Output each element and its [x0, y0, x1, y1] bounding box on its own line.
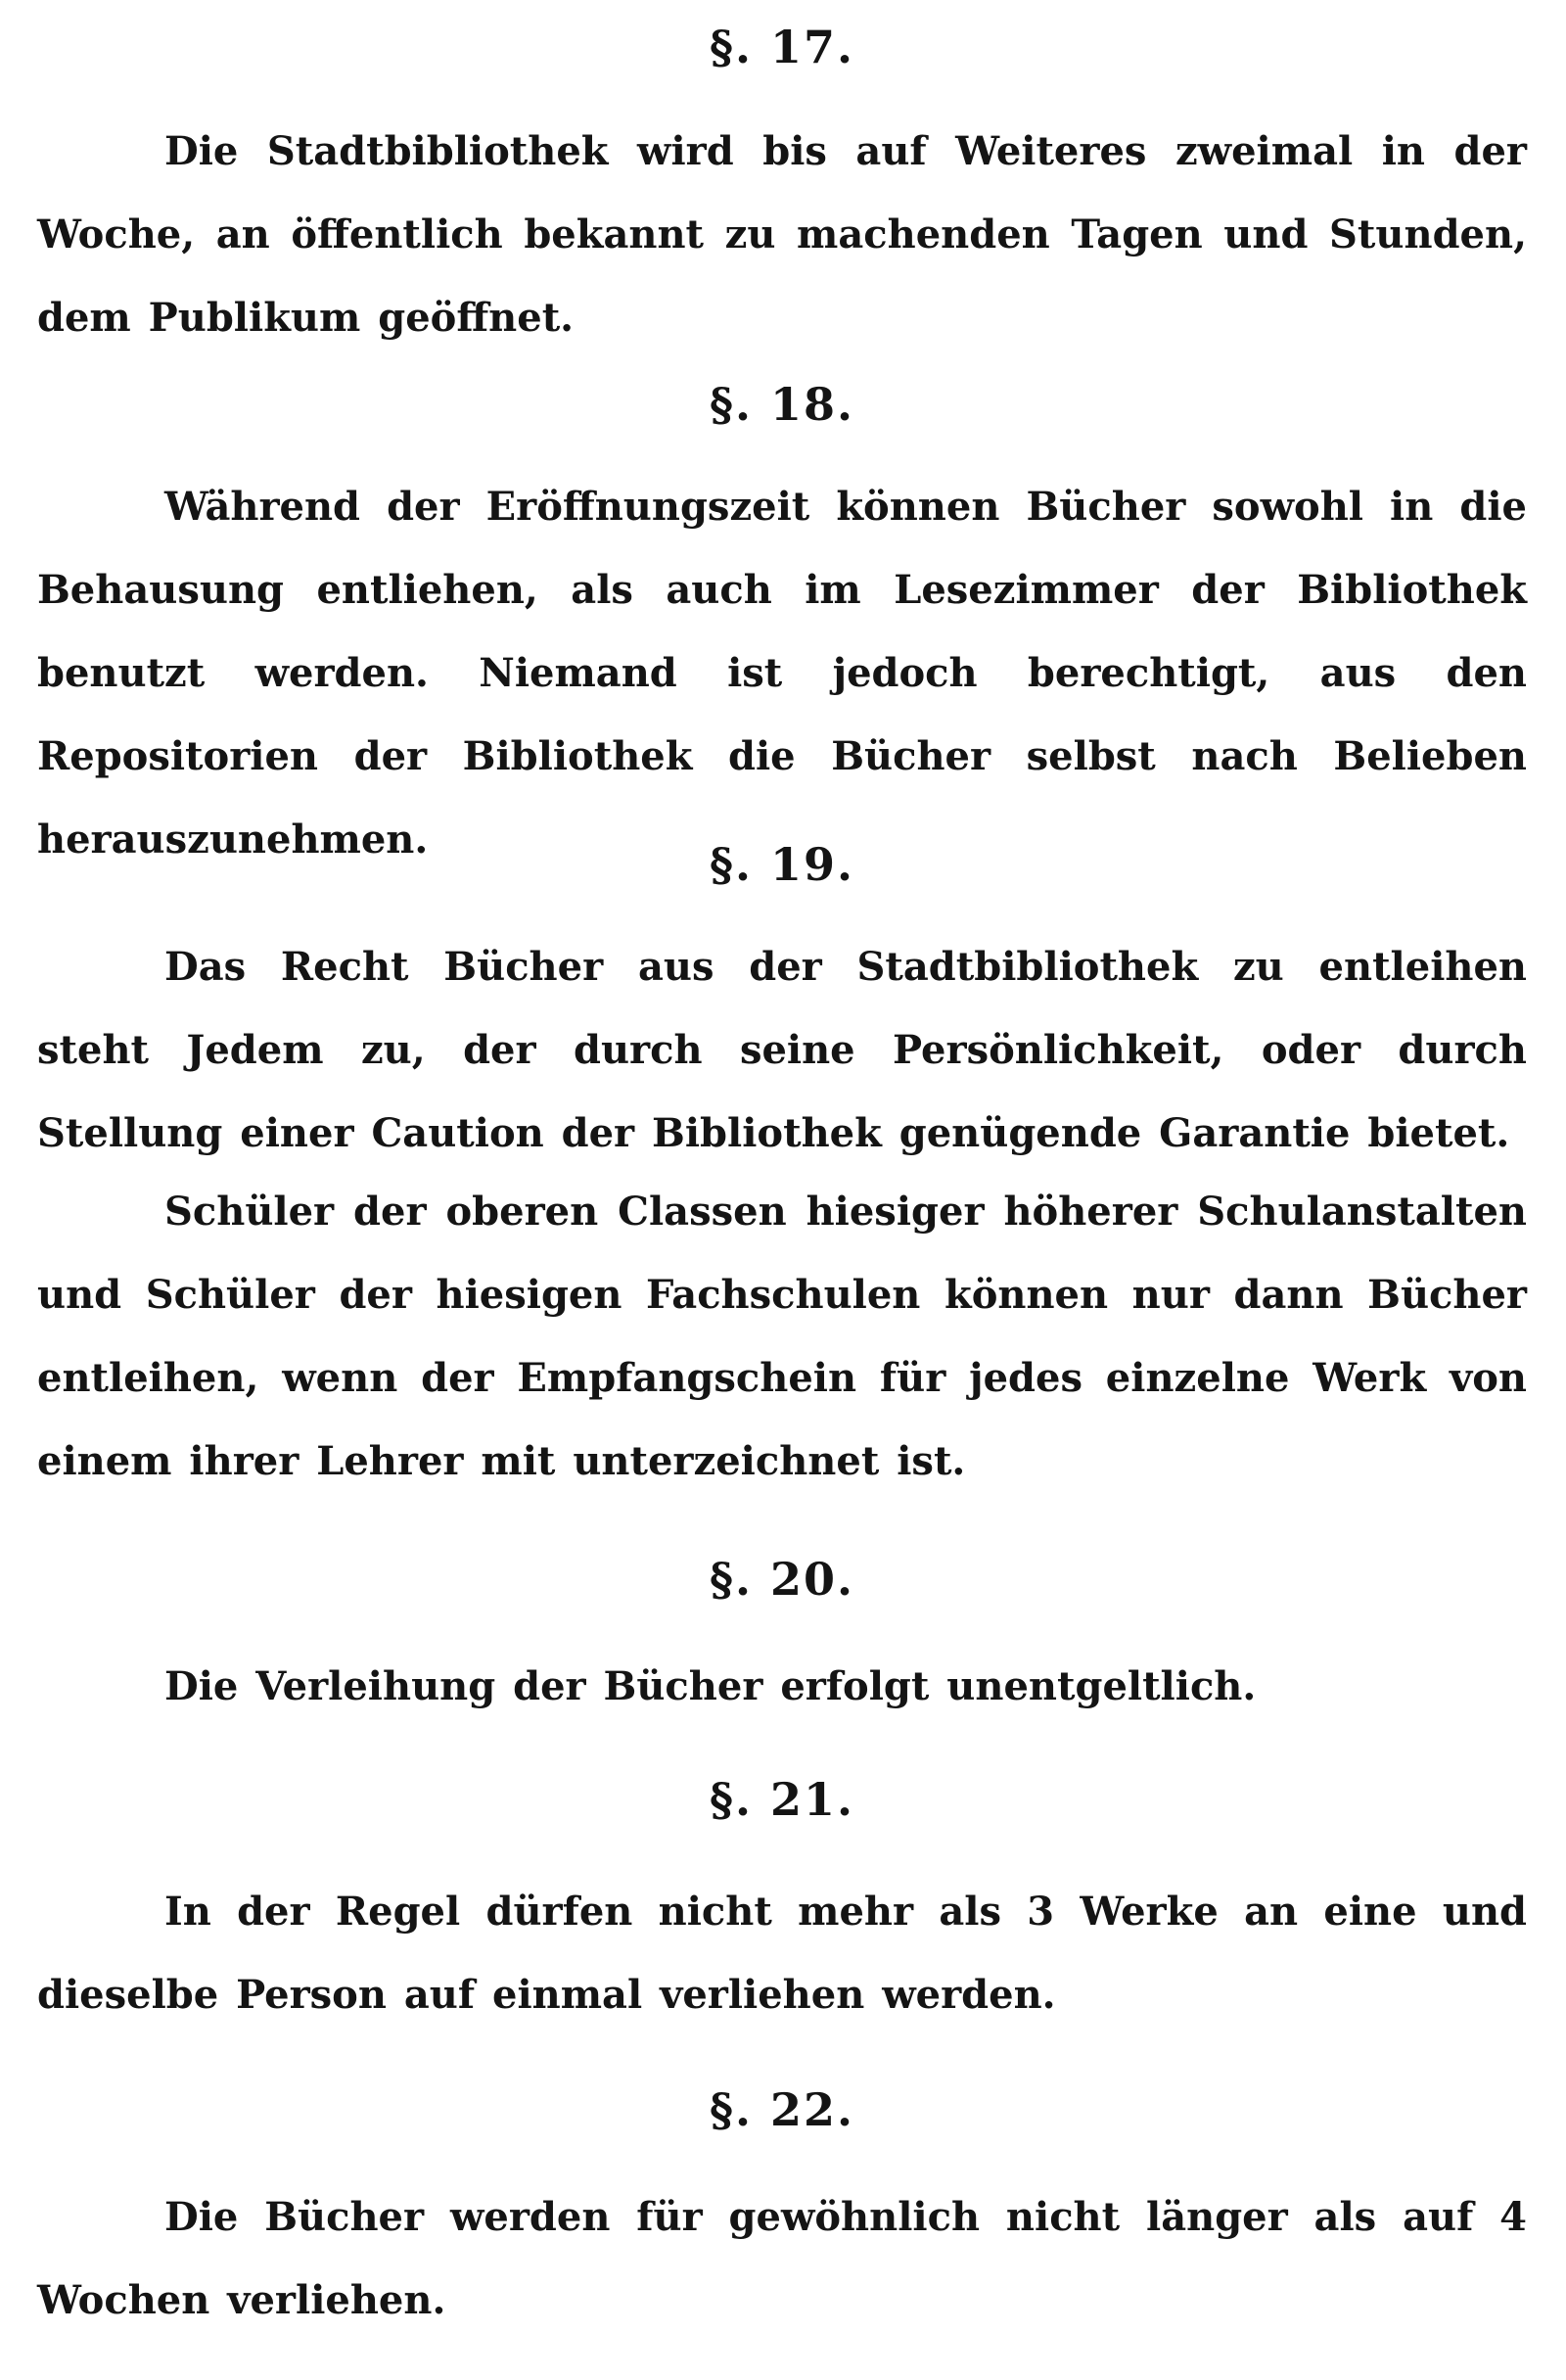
paragraph-19-2: Schüler der oberen Classen hiesiger höherer Schulanstalten und Schüler der hiesigen Fachschulen können nur dann Bücher entleihen, wenn der Empfangschein für jedes einzelne Werk von einem ihrer Lehrer mit unterzeichnet ist.: [37, 1189, 1527, 1484]
paragraph-22-1: Die Bücher werden für gewöhnlich nicht länger als auf 4 Wochen verliehen.: [37, 2194, 1527, 2323]
section-heading-18: §. 18.: [709, 378, 855, 431]
paragraph-19-1: Das Recht Bücher aus der Stadtbibliothek zu entleihen steht Jedem zu, der durch seine Persönlichkeit, oder durch Stellung einer Caution der Bibliothek genügende Garantie bietet.: [37, 944, 1527, 1156]
section-heading-19: §. 19.: [709, 838, 855, 891]
paragraph-21-1: In der Regel dürfen nicht mehr als 3 Werke an eine und dieselbe Person auf einmal verliehen werden.: [37, 1889, 1527, 2018]
section-heading-20: §. 20.: [709, 1553, 855, 1606]
paragraph-17-1: Die Stadtbibliothek wird bis auf Weiteres zweimal in der Woche, an öffentlich bekannt zu machenden Tagen und Stunden, dem Publikum geöffnet.: [37, 128, 1527, 341]
paragraph-18-1: Während der Eröffnungszeit können Bücher sowohl in die Behausung entliehen, als auch im Lesezimmer der Bibliothek benutzt werden. Niemand ist jedoch berechtigt, aus den Repositorien der Bibliothek die Bücher selbst nach Belieben herauszunehmen.: [37, 484, 1527, 863]
section-heading-21: §. 21.: [709, 1773, 855, 1826]
section-heading-22: §. 22.: [709, 2083, 855, 2136]
document-page: [37, 0, 1527, 2380]
section-heading-17: §. 17.: [709, 21, 855, 73]
paragraph-20-1: Die Verleihung der Bücher erfolgt unentgeltlich.: [164, 1663, 1257, 1709]
